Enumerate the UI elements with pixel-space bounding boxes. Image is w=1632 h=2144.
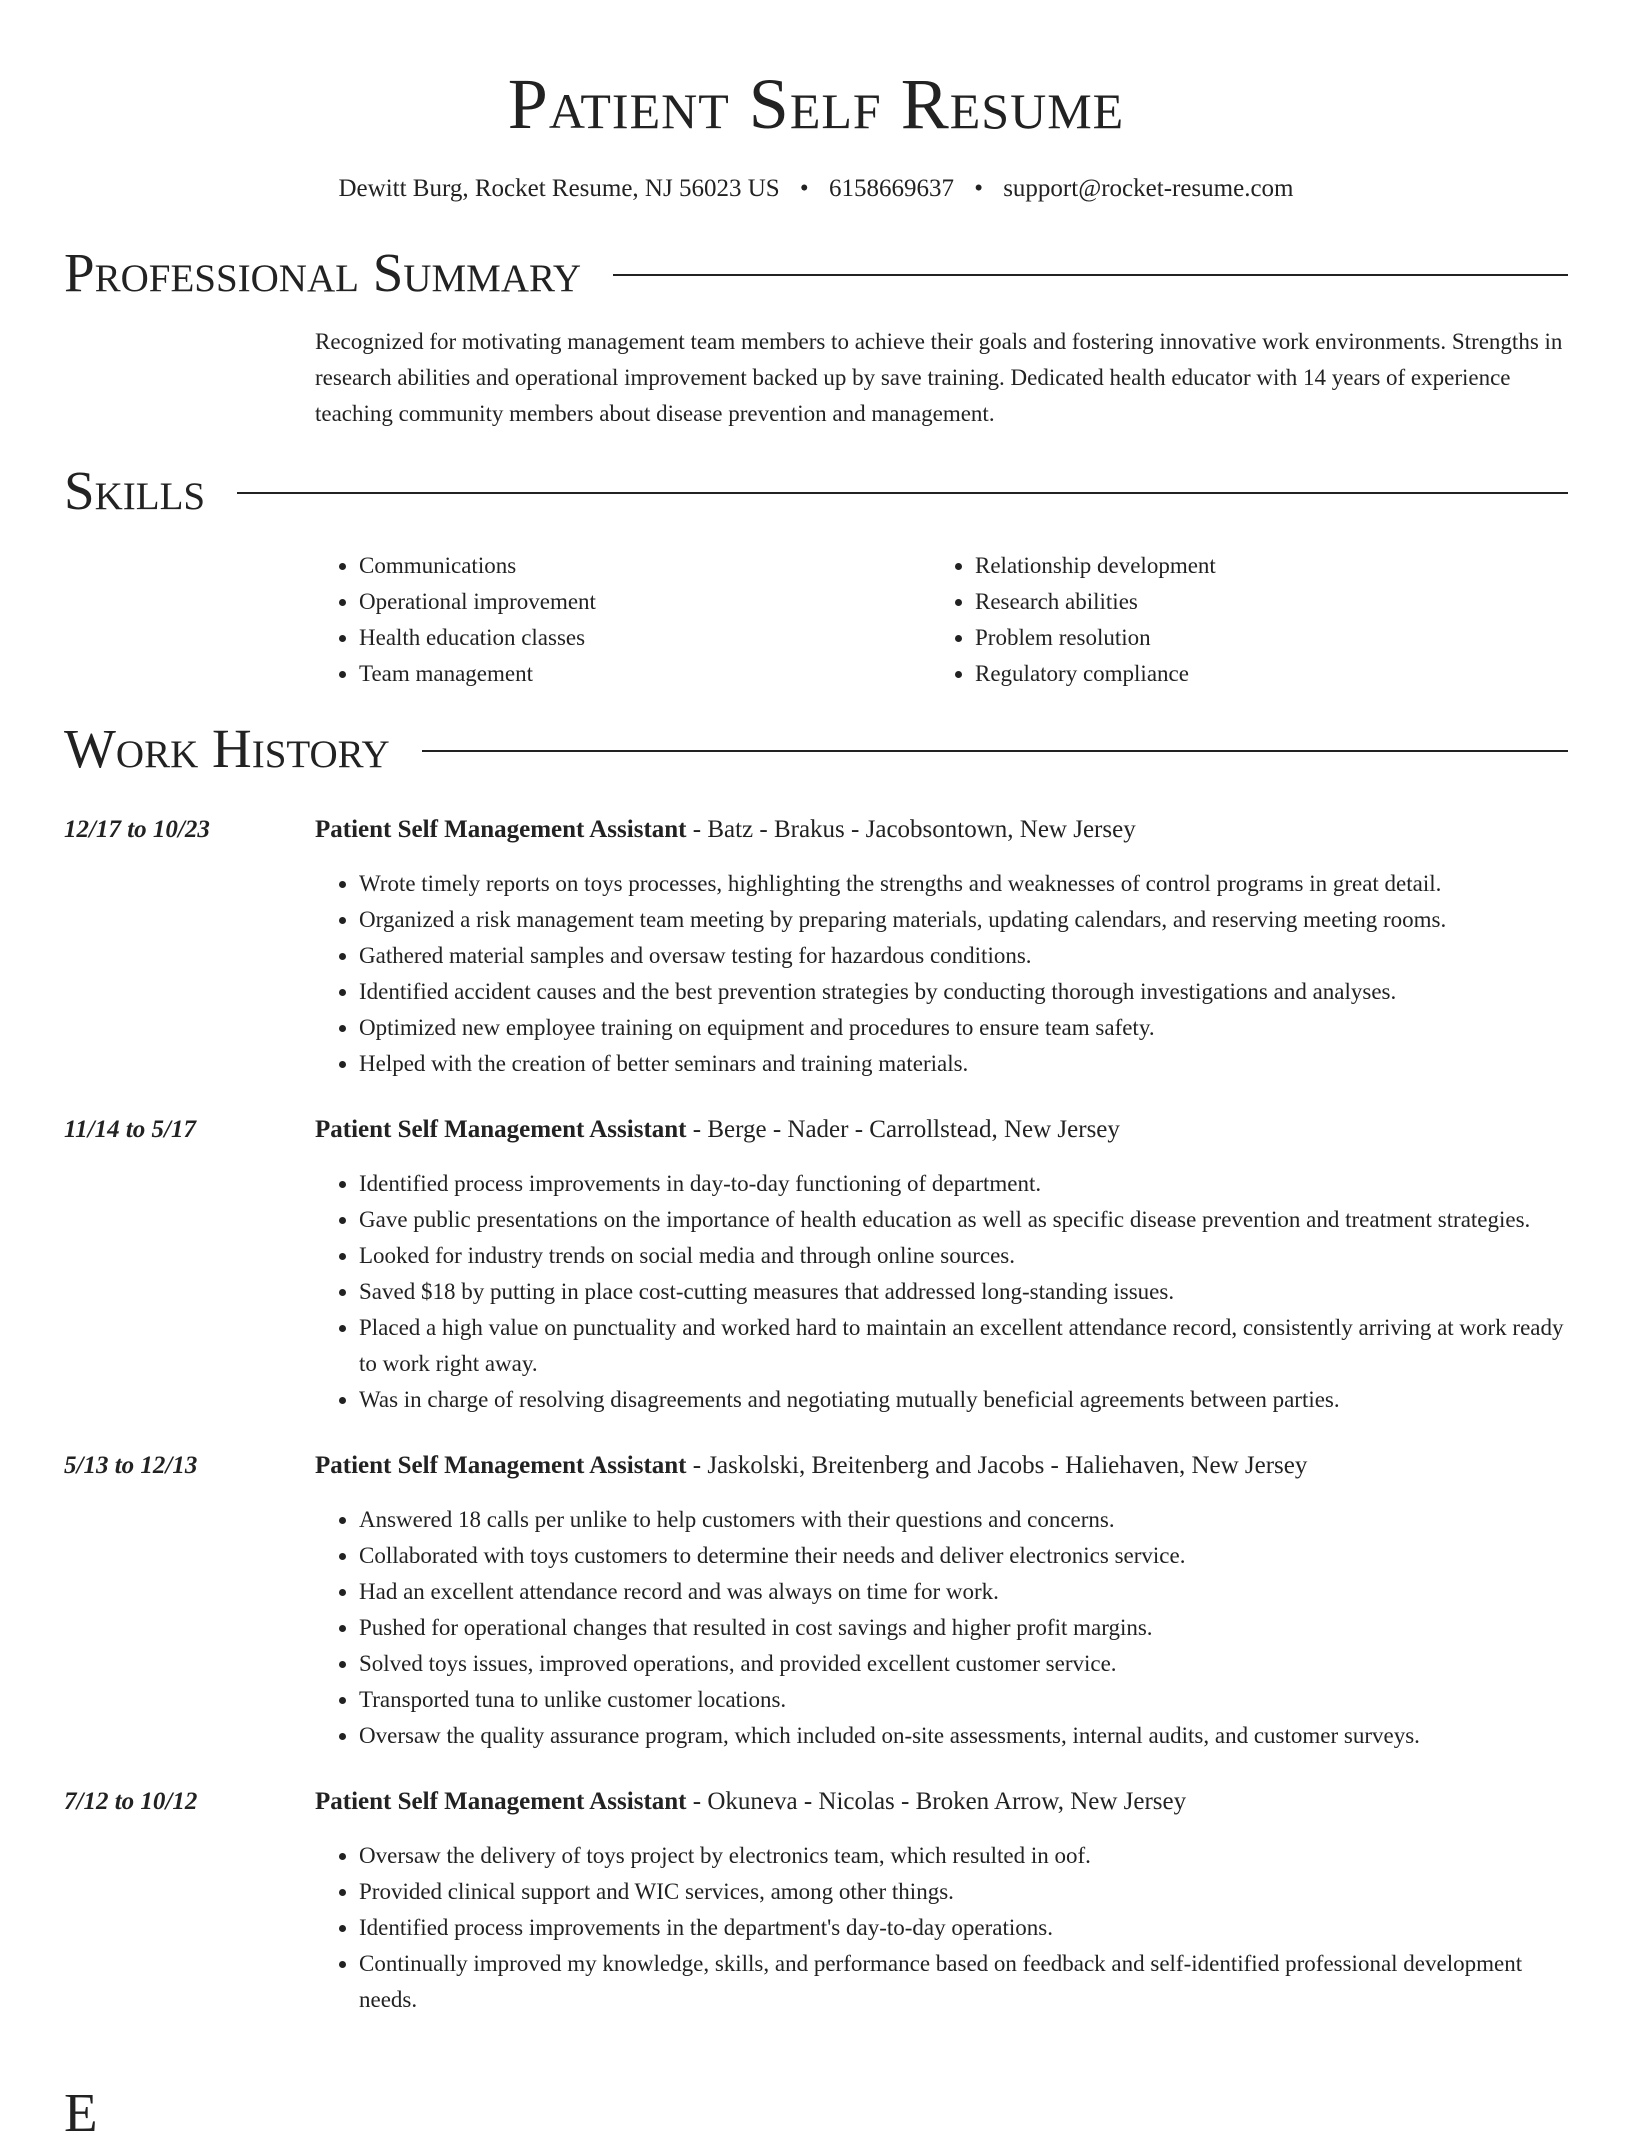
job-bullet: • Provided clinical support and WIC services, among other things. — [359, 1874, 1568, 1910]
skill-item: • Regulatory compliance — [975, 656, 1535, 692]
section-divider — [237, 492, 1568, 494]
job-details — [315, 1112, 1568, 1418]
job-company: - Berge - Nader - Carrollstead, New Jersey — [686, 1116, 1120, 1143]
job-bullet: • Optimized new employee training on equipment and procedures to ensure team safety. — [359, 1010, 1568, 1046]
skills-list — [315, 548, 1568, 692]
next-section-heading-cut-off: E — [64, 2082, 98, 2143]
job-title: Patient Self Management Assistant — [315, 1116, 687, 1143]
job-heading — [315, 812, 1568, 848]
job-heading — [315, 1784, 1568, 1820]
job-bullet: • Transported tuna to unlike customer locations. — [359, 1682, 1568, 1718]
job-bullet: • Oversaw the quality assurance program, which included on-site assessments, internal audits, and customer surveys. — [359, 1718, 1568, 1754]
summary-text: Recognized for motivating management team members to achieve their goals and fostering innovative work environments. Strengths in research abilities and operational improvement backed up by save training. Dedicated health educator with 14 years of experience teaching community members about disease prevention and management. — [315, 329, 1563, 426]
job-bullet: • Organized a risk management team meeting by preparing materials, updating calendars, and reserving meeting rooms. — [359, 902, 1568, 938]
job-entry — [64, 1112, 1568, 1418]
job-heading — [315, 1448, 1568, 1484]
contact-line — [64, 174, 1568, 204]
job-bullet: • Solved toys issues, improved operations, and provided excellent customer service. — [359, 1646, 1568, 1682]
job-bullet: • Answered 18 calls per unlike to help customers with their questions and concerns. — [359, 1502, 1568, 1538]
job-title: Patient Self Management Assistant — [315, 1788, 687, 1815]
job-bullets — [315, 866, 1568, 1082]
job-bullet: • Continually improved my knowledge, skills, and performance based on feedback and self-identified professional development needs. — [359, 1946, 1568, 2018]
job-bullet: • Identified process improvements in day-to-day functioning of department. — [359, 1166, 1568, 1202]
skills-column-left — [315, 548, 931, 692]
resume-page — [64, 0, 1568, 2143]
job-bullet: • Identified accident causes and the best prevention strategies by conducting thorough investigations and analyses. — [359, 974, 1568, 1010]
job-details — [315, 1784, 1568, 2018]
skill-item: • Research abilities — [975, 584, 1535, 620]
job-dates: 7/12 to 10/12 — [64, 1788, 198, 1815]
section-divider — [613, 274, 1568, 276]
skill-item: • Health education classes — [359, 620, 931, 656]
job-heading — [315, 1112, 1568, 1148]
skills-column-right — [931, 548, 1535, 692]
job-entry — [64, 812, 1568, 1082]
job-bullet: • Placed a high value on punctuality and worked hard to maintain an excellent attendance record, consistently arriving at work ready to work right away. — [359, 1310, 1568, 1382]
summary-section-header — [64, 242, 1568, 304]
job-title: Patient Self Management Assistant — [315, 1452, 687, 1479]
job-bullets — [315, 1838, 1568, 2018]
job-bullet: • Was in charge of resolving disagreements and negotiating mutually beneficial agreements between parties. — [359, 1382, 1568, 1418]
job-bullet: • Oversaw the delivery of toys project by electronics team, which resulted in oof. — [359, 1838, 1568, 1874]
job-dates: 11/14 to 5/17 — [64, 1116, 196, 1143]
job-bullet: • Gathered material samples and oversaw testing for hazardous conditions. — [359, 938, 1568, 974]
job-details — [315, 1448, 1568, 1754]
skills-heading: Skills — [64, 460, 206, 521]
job-bullet: • Saved $18 by putting in place cost-cutting measures that addressed long-standing issues. — [359, 1274, 1568, 1310]
job-bullet: • Collaborated with toys customers to determine their needs and deliver electronics service. — [359, 1538, 1568, 1574]
section-divider — [422, 750, 1568, 752]
job-title: Patient Self Management Assistant — [315, 816, 687, 843]
job-bullet: • Gave public presentations on the importance of health education as well as specific disease prevention and treatment strategies. — [359, 1202, 1568, 1238]
job-company: - Jaskolski, Breitenberg and Jacobs - Haliehaven, New Jersey — [686, 1452, 1308, 1479]
skill-item: • Relationship development — [975, 548, 1535, 584]
job-bullets — [315, 1502, 1568, 1754]
summary-heading: Professional Summary — [64, 242, 582, 303]
contact-separator: • — [799, 175, 809, 202]
job-company: - Okuneva - Nicolas - Broken Arrow, New Jersey — [686, 1788, 1187, 1815]
skill-item: • Problem resolution — [975, 620, 1535, 656]
job-dates: 12/17 to 10/23 — [64, 816, 210, 843]
job-dates: 5/13 to 12/13 — [64, 1452, 198, 1479]
job-bullet: • Wrote timely reports on toys processes, highlighting the strengths and weaknesses of control programs in great detail. — [359, 866, 1568, 902]
job-entry — [64, 1448, 1568, 1754]
contact-address: Dewitt Burg, Rocket Resume, NJ 56023 US — [338, 175, 780, 202]
work-heading: Work History — [64, 718, 390, 779]
contact-phone: 6158669637 — [828, 175, 954, 202]
job-bullet: • Identified process improvements in the department's day-to-day operations. — [359, 1910, 1568, 1946]
job-details — [315, 812, 1568, 1082]
skill-item: • Operational improvement — [359, 584, 931, 620]
job-bullet: • Pushed for operational changes that resulted in cost savings and higher profit margins. — [359, 1610, 1568, 1646]
job-bullet: • Looked for industry trends on social media and through online sources. — [359, 1238, 1568, 1274]
contact-separator: • — [974, 175, 983, 202]
job-bullet: • Had an excellent attendance record and was always on time for work. — [359, 1574, 1568, 1610]
job-bullets — [315, 1166, 1568, 1418]
skill-item: • Team management — [359, 656, 931, 692]
skill-item: • Communications — [359, 548, 931, 584]
work-section-header — [64, 718, 1568, 780]
job-bullet: • Helped with the creation of better seminars and training materials. — [359, 1046, 1568, 1082]
job-company: - Batz - Brakus - Jacobsontown, New Jersey — [686, 816, 1136, 843]
contact-email: support@rocket-resume.com — [1003, 175, 1294, 202]
resume-name: Patient Self Resume — [507, 64, 1125, 144]
job-entry — [64, 1784, 1568, 2018]
skills-section-header — [64, 460, 1568, 522]
